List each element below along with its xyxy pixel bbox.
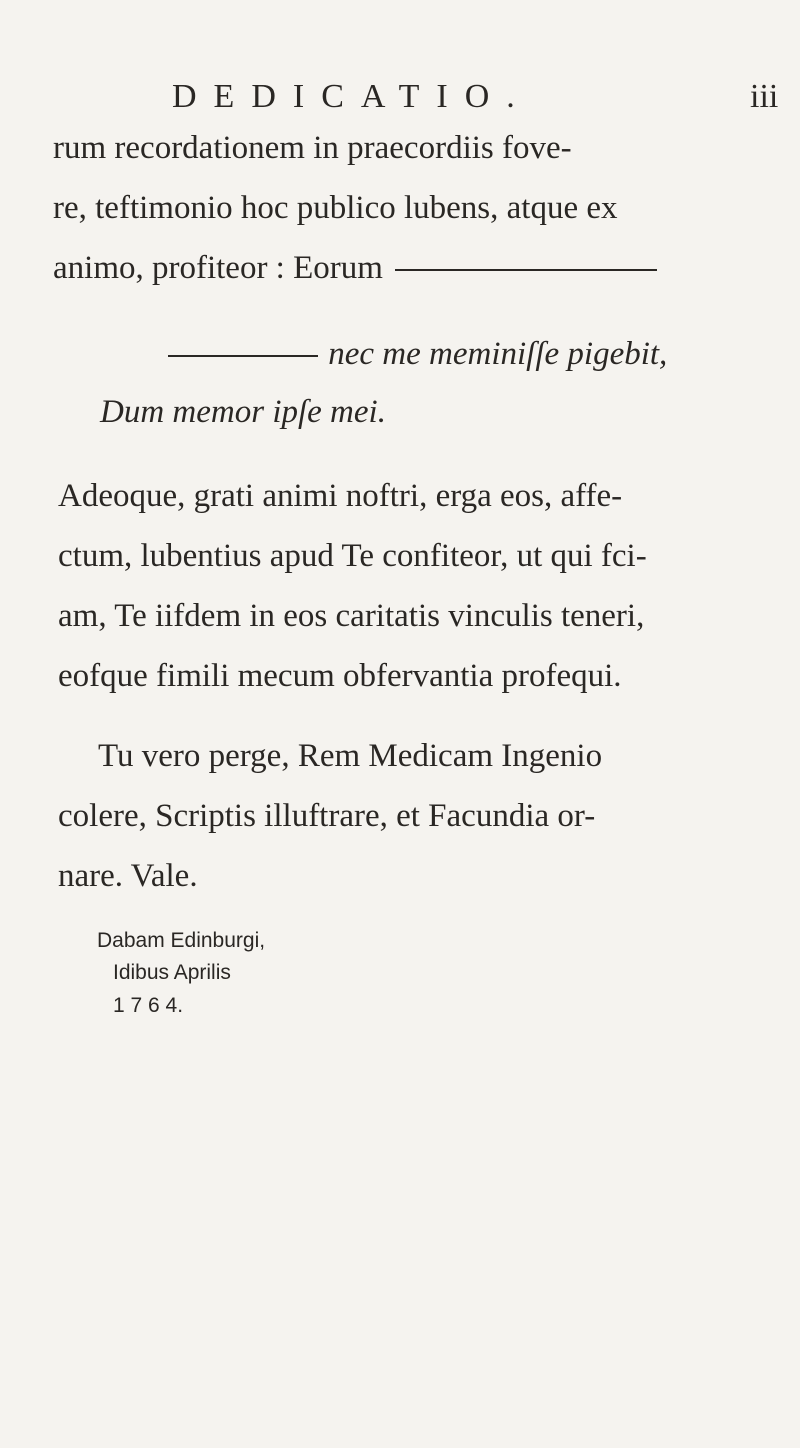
verse-line-1-words: nec me meminiſſe pigebit, — [328, 336, 668, 372]
verse-line-2: Dum memor ipſe mei. — [100, 394, 386, 430]
verse-line-1 — [168, 334, 667, 374]
page-number: iii — [750, 78, 779, 115]
paragraph-2-line-3: am, Te iifdem in eos caritatis vinculis teneri, — [58, 598, 645, 634]
paragraph-3-line-1: Tu vero perge, Rem Medicam Ingenio — [98, 738, 603, 774]
dateline-year: 1 7 6 4. — [113, 994, 184, 1017]
em-dash-rule — [168, 355, 318, 357]
paragraph-3-line-3: nare. Vale. — [58, 858, 198, 894]
paragraph-2-line-1: Adeoque, grati animi noftri, erga eos, affe- — [58, 478, 623, 514]
text-line-3-words: animo, profiteor : Eorum — [53, 250, 383, 286]
paragraph-3-line-2: colere, Scriptis illuftrare, et Facundia or- — [58, 798, 596, 834]
dateline-place: Dabam Edinburgi, — [97, 929, 266, 952]
paragraph-2-line-4: eofque fimili mecum obfervantia profequi. — [58, 658, 622, 694]
text-line-2: re, teftimonio hoc publico lubens, atque ex — [53, 190, 618, 226]
dateline-day: Idibus Aprilis — [113, 961, 231, 984]
paragraph-2-line-2: ctum, lubentius apud Te confiteor, ut qui fci- — [58, 538, 647, 574]
running-title: DEDICATIO. — [172, 78, 532, 115]
em-dash-rule — [395, 269, 657, 271]
text-line-1: rum recordationem in praecordiis fove- — [53, 130, 572, 166]
text-line-3 — [53, 248, 657, 288]
